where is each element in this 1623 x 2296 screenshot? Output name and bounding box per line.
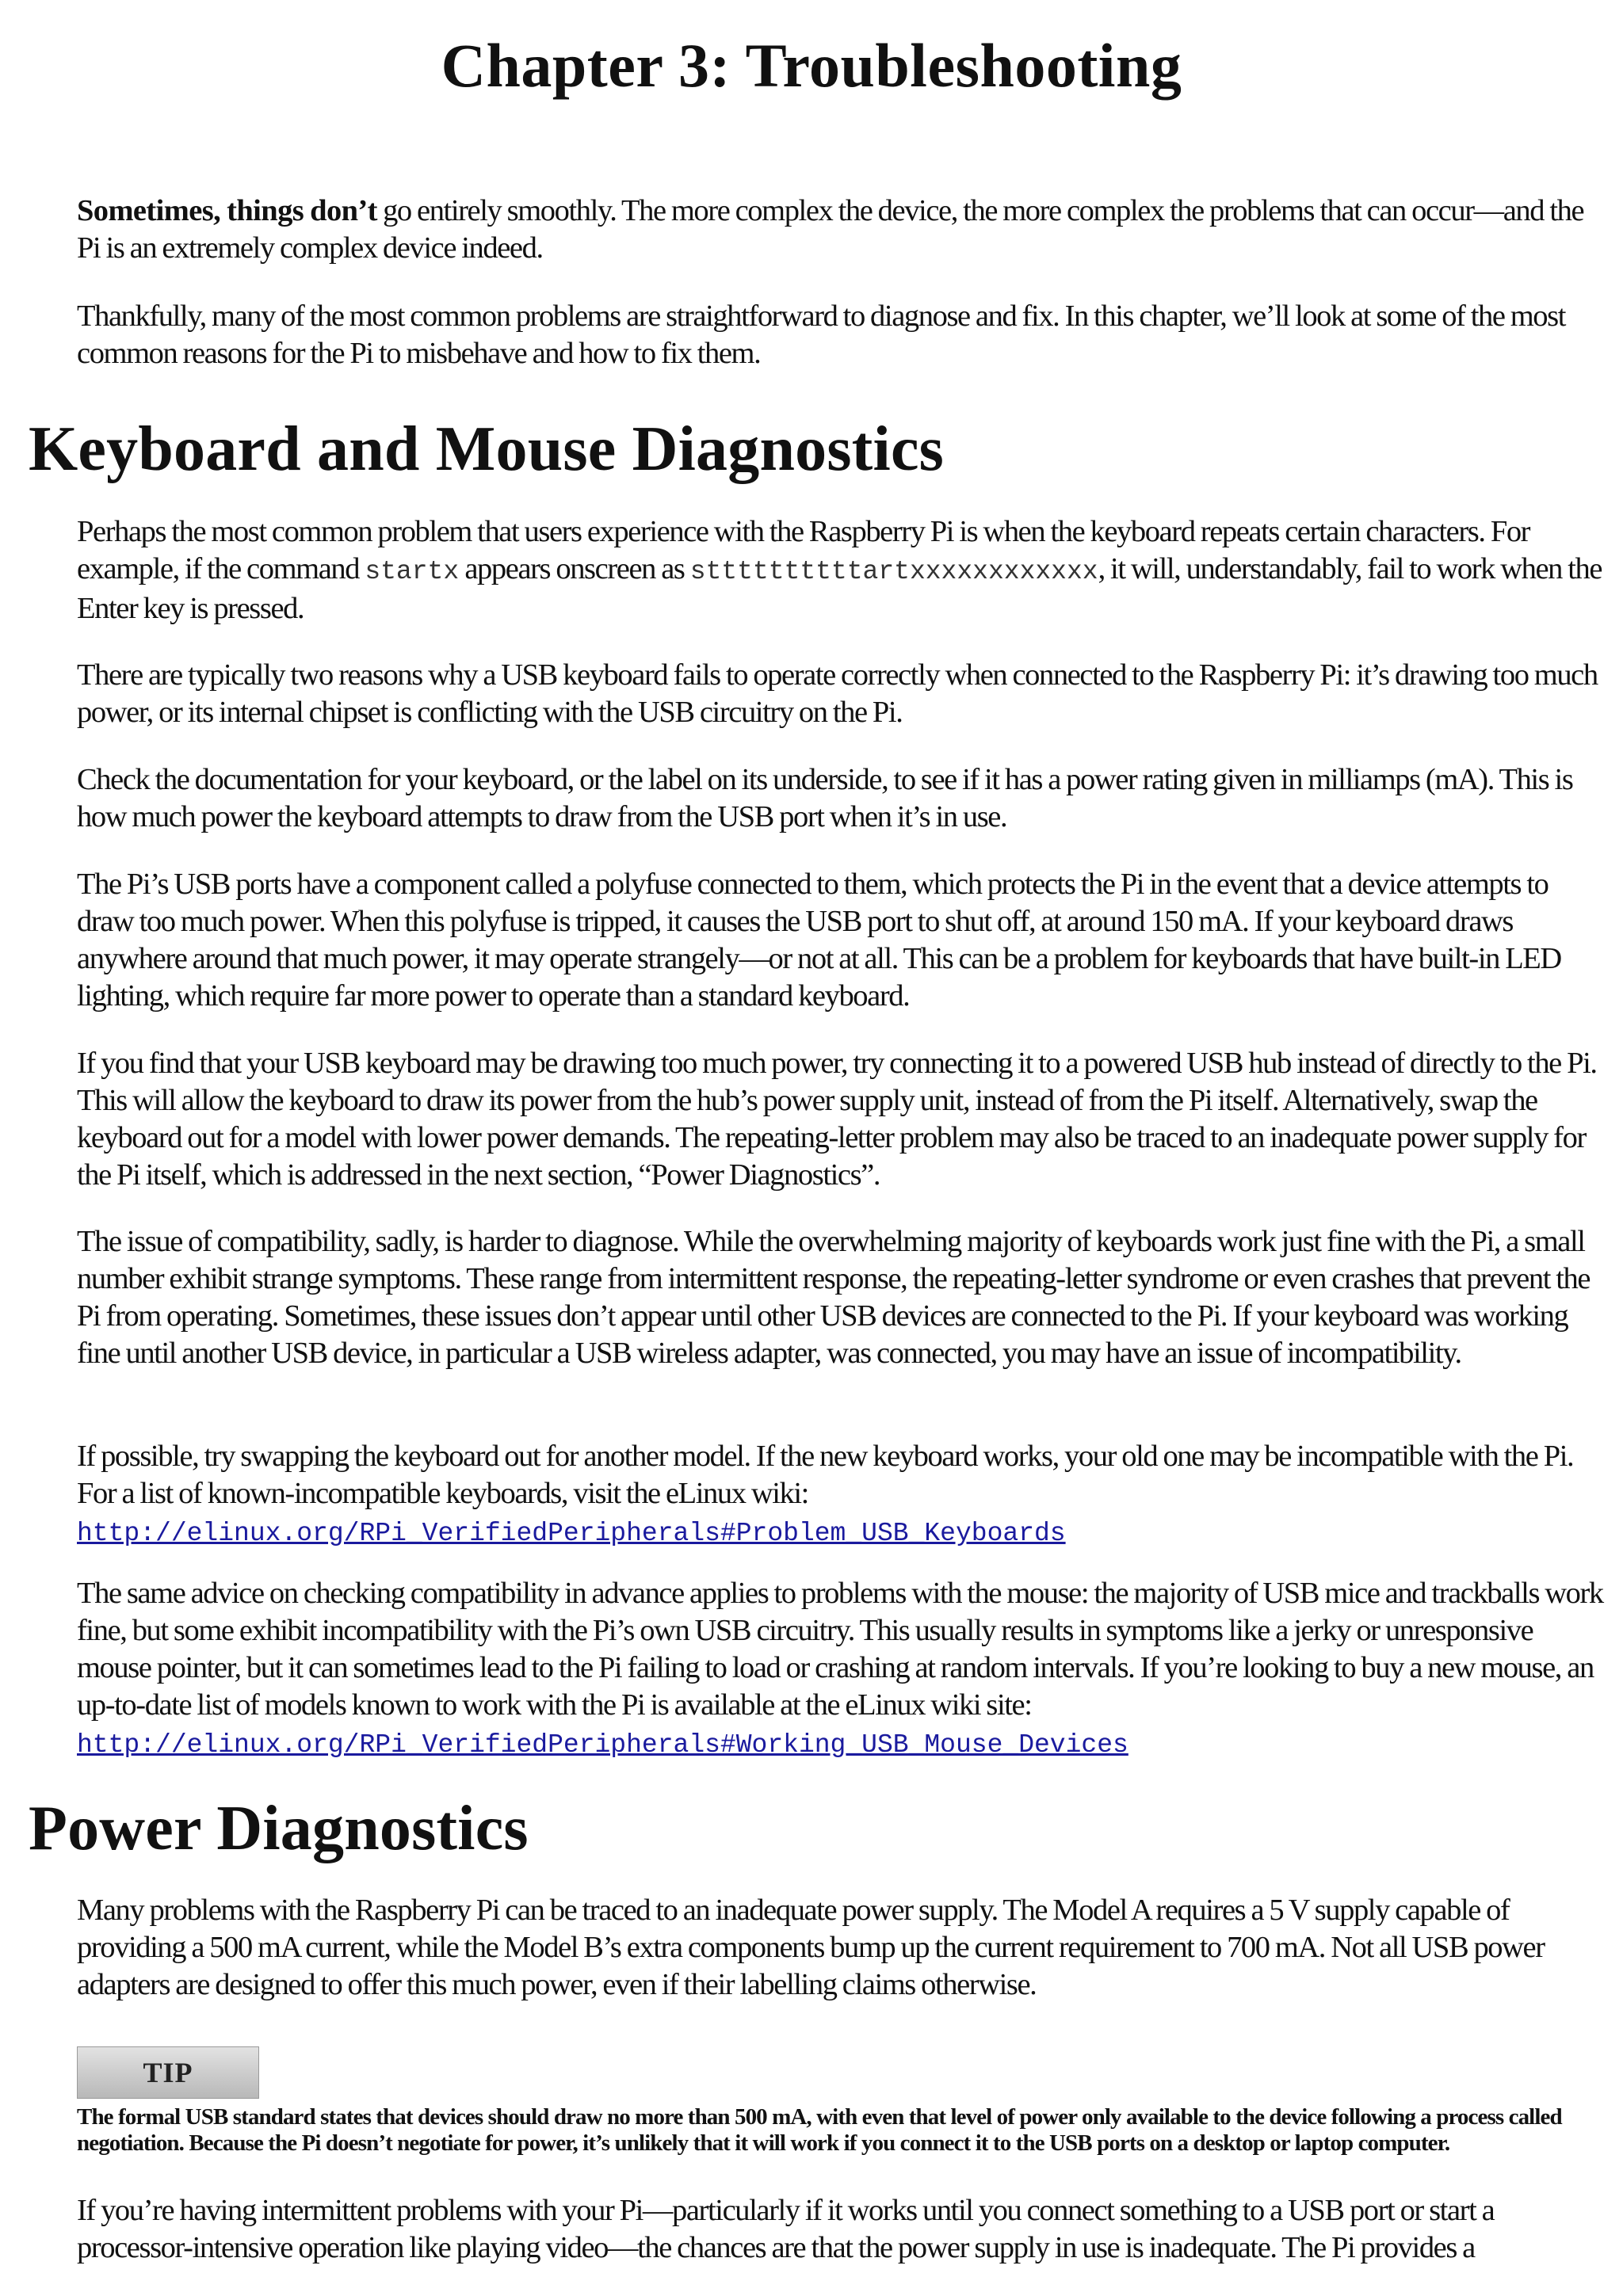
- section-heading-keyboard: Keyboard and Mouse Diagnostics: [29, 414, 944, 484]
- section-heading-power: Power Diagnostics: [29, 1794, 529, 1863]
- keyboard-paragraph-6: The issue of compatibility, sadly, is harder to diagnose. While the overwhelming majority of keyboards work just fine with the Pi, a small number exhibit strange symptoms. These range from intermittent response, the repeating-letter syndrome or even crashes that prevent the Pi from operating. Sometimes, these issues don’t appear until other USB devices are connected to the Pi. If your keyboard was working fine until another USB device, in particular a USB wireless adapter, was connected, you may have an issue of incompatibility.: [77, 1225, 1591, 1370]
- code-repeated-startx: sttttttttttartxxxxxxxxxxxx: [689, 557, 1098, 586]
- keyboard-paragraph-3: Check the documentation for your keyboard, or the label on its underside, to see if it has a power rating given in milliamps (mA). This is how much power the keyboard attempts to draw from the USB port when it’s in use.: [77, 763, 1573, 833]
- power-paragraph-2: If you’re having intermittent problems with your Pi—particularly if it works until you connect something to a USB port or start a processor-intensive operation like playing video—the chances are that the power supply in use is inadequate. The Pi provides a: [77, 2194, 1495, 2264]
- keyboard-paragraph-2: There are typically two reasons why a USB keyboard fails to operate correctly when connected to the Raspberry Pi: it’s drawing too much power, or its internal chipset is conflicting with the USB circuitry on the Pi.: [77, 658, 1598, 729]
- keyboard-paragraph-7: [77, 1438, 1606, 1552]
- keyboard-p7-text: If possible, try swapping the keyboard out for another model. If the new keyboard works, your old one may be incompatible with the Pi. For a list of known-incompatible keyboards, visit the eLinux wiki:: [77, 1440, 1574, 1510]
- keyboard-p1-text-b: appears onscreen as: [459, 552, 690, 585]
- keyboard-p1-text-a: Perhaps the most common problem that users experience with the Raspberry Pi is when the keyboard repeats certain characters. For example, if the command: [77, 515, 1530, 585]
- link-problem-usb-keyboards[interactable]: http://elinux.org/RPi_VerifiedPeripherals#Problem_USB_Keyboards: [77, 1519, 1066, 1548]
- keyboard-paragraph-1: [77, 513, 1606, 627]
- keyboard-paragraph-8: [77, 1575, 1606, 1764]
- chapter-title: Chapter 3: Troubleshooting: [441, 31, 1182, 100]
- keyboard-paragraph-5: If you find that your USB keyboard may be drawing too much power, try connecting it to a powered USB hub instead of directly to the Pi. This will allow the keyboard to draw its power from the hub’s power supply unit, instead of from the Pi itself. Alternatively, swap the keyboard out for a model with lower power demands. The repeating-letter problem may also be traced to an inadequate power supply for the Pi itself, which is addressed in the next section, “Power Diagnostics”.: [77, 1047, 1597, 1192]
- intro-paragraph-2: Thankfully, many of the most common problems are straightforward to diagnose and fix. In this chapter, we’ll look at some of the most common reasons for the Pi to misbehave and how to fix them.: [77, 299, 1566, 370]
- keyboard-p8-text: The same advice on checking compatibility in advance applies to problems with the mouse: the majority of USB mice and trackballs work fine, but some exhibit incompatibility with the Pi’s own USB circuitry. This usually results in symptoms like a jerky or unresponsive mouse pointer, but it can sometimes lead to the Pi failing to load or crashing at random intervals. If you’re looking to buy a new mouse, an up-to-date list of models known to work with the Pi is available at the eLinux wiki site:: [77, 1577, 1603, 1722]
- intro-lead: Sometimes, things don’t: [77, 194, 377, 227]
- keyboard-p1-text-c: , it will, understandably, fail to work when the Enter key is pressed.: [77, 552, 1602, 625]
- code-startx: startx: [365, 557, 460, 586]
- tip-text: The formal USB standard states that devices should draw no more than 500 mA, with even that level of power only available to the device following a process called negotiation. Because the Pi doesn’t negotiate for power, it’s unlikely that it will work if you connect it to the USB ports on a desktop or laptop computer.: [77, 2104, 1562, 2156]
- link-working-usb-mouse-devices[interactable]: http://elinux.org/RPi_VerifiedPeripherals#Working_USB_Mouse_Devices: [77, 1730, 1128, 1760]
- keyboard-paragraph-4: The Pi’s USB ports have a component called a polyfuse connected to them, which protects the Pi in the event that a device attempts to draw too much power. When this polyfuse is tripped, it causes the USB port to shut off, at around 150 mA. If your keyboard draws anywhere around that much power, it may operate strangely—or not at all. This can be a problem for keyboards that have built-in LED lighting, which require far more power to operate than a standard keyboard.: [77, 868, 1561, 1013]
- tip-badge: TIP: [77, 2046, 259, 2099]
- power-paragraph-1: Many problems with the Raspberry Pi can be traced to an inadequate power supply. The Model A requires a 5 V supply capable of providing a 500 mA current, while the Model B’s extra components bump up the current requirement to 700 mA. Not all USB power adapters are designed to offer this much power, even if their labelling claims otherwise.: [77, 1894, 1545, 2001]
- intro-paragraph-1: [77, 193, 1606, 267]
- intro-paragraph-1-text: go entirely smoothly. The more complex the device, the more complex the problems that can occur—and the Pi is an extremely complex device indeed.: [77, 194, 1584, 265]
